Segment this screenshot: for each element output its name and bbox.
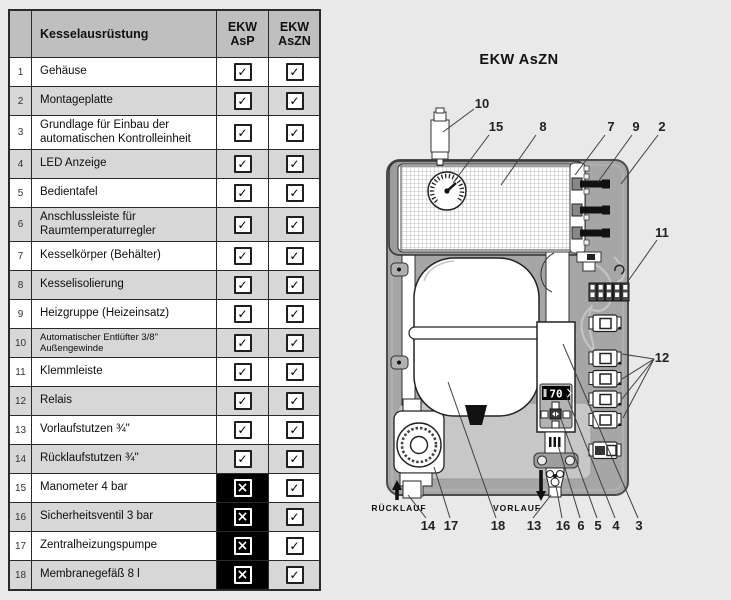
checkbox-icon: ✓	[286, 566, 304, 584]
checkbox-icon: ✓	[286, 276, 304, 294]
asp-checkbox-cell	[217, 329, 269, 357]
checkbox-icon: ✓	[234, 334, 252, 352]
table-body	[10, 58, 319, 589]
row-number: 15	[10, 474, 32, 502]
checkbox-icon: ✓	[234, 247, 252, 265]
table-row	[10, 416, 319, 445]
row-label: Gehäuse	[32, 58, 217, 86]
checkbox-icon: ✓	[234, 92, 252, 110]
checkbox-icon: ✓	[234, 450, 252, 468]
row-number: 18	[10, 561, 32, 589]
row-number: 4	[10, 150, 32, 178]
checkbox-icon: ✓	[286, 184, 304, 202]
checkbox-icon: ✓	[286, 305, 304, 323]
vorlauf-label: VORLAUF	[492, 503, 542, 513]
checkbox-icon: ✓	[286, 363, 304, 381]
row-number: 6	[10, 208, 32, 241]
table-row	[10, 503, 319, 532]
row-number: 17	[10, 532, 32, 560]
checkbox-icon: ✓	[234, 184, 252, 202]
aszn-checkbox-cell	[269, 271, 320, 299]
checkbox-icon: ✓	[286, 155, 304, 173]
checkbox-icon: ✓	[234, 392, 252, 410]
checkbox-icon: ✓	[286, 247, 304, 265]
asp-checkbox-cell	[217, 242, 269, 270]
manometer-gauge	[428, 172, 466, 210]
table-row	[10, 87, 319, 116]
callout-8: 8	[539, 119, 547, 134]
aszn-checkbox-cell	[269, 358, 320, 386]
aszn-checkbox-cell	[269, 116, 320, 149]
checkbox-icon: ✓	[234, 216, 252, 234]
row-label: Anschlussleiste für Raumtemperaturregler	[32, 208, 217, 241]
table-row	[10, 329, 319, 358]
callout-13: 13	[526, 518, 542, 533]
boiler-body	[389, 161, 585, 255]
asp-checkbox-cell	[217, 445, 269, 473]
aszn-checkbox-cell	[269, 179, 320, 207]
checkbox-icon: ×	[234, 566, 252, 584]
asp-checkbox-cell	[217, 179, 269, 207]
callout-10: 10	[474, 96, 490, 111]
table-row	[10, 358, 319, 387]
row-number: 8	[10, 271, 32, 299]
callout-2: 2	[658, 119, 666, 134]
aszn-checkbox-cell	[269, 416, 320, 444]
header-equipment: Kesselausrüstung	[32, 11, 217, 57]
checkbox-icon: ✓	[286, 216, 304, 234]
callout-14: 14	[420, 518, 436, 533]
asp-checkbox-cell	[217, 532, 269, 560]
row-number: 3	[10, 116, 32, 149]
checkbox-icon: ✓	[234, 155, 252, 173]
row-label: Zentralheizungspumpe	[32, 532, 217, 560]
table-row	[10, 532, 319, 561]
table-row	[10, 474, 319, 503]
callout-3: 3	[635, 518, 643, 533]
aszn-checkbox-cell	[269, 300, 320, 328]
asp-checkbox-cell	[217, 58, 269, 86]
ruecklauf-label: RÜCKLAUF	[371, 503, 427, 513]
asp-checkbox-cell	[217, 503, 269, 531]
aszn-checkbox-cell	[269, 242, 320, 270]
aszn-checkbox-cell	[269, 87, 320, 115]
header-number-col	[10, 11, 32, 57]
header-ekw-asp: EKW AsP	[217, 11, 269, 57]
row-label: Sicherheitsventil 3 bar	[32, 503, 217, 531]
aszn-checkbox-cell	[269, 150, 320, 178]
checkbox-icon: ✓	[286, 63, 304, 81]
asp-checkbox-cell	[217, 387, 269, 415]
callout-9: 9	[632, 119, 640, 134]
checkbox-icon: ✓	[286, 508, 304, 526]
table-row	[10, 242, 319, 271]
callout-5: 5	[594, 518, 602, 533]
asp-checkbox-cell	[217, 150, 269, 178]
header-ekw-aszn: EKW AsZN	[278, 20, 311, 48]
aszn-checkbox-cell	[269, 387, 320, 415]
table-row	[10, 387, 319, 416]
callout-16: 16	[555, 518, 571, 533]
boiler-diagram	[371, 95, 731, 540]
diagram-title: EKW AsZN	[479, 52, 559, 68]
checkbox-icon: ✓	[286, 537, 304, 555]
row-number: 10	[10, 329, 32, 357]
table-row	[10, 179, 319, 208]
asp-checkbox-cell	[217, 358, 269, 386]
row-number: 1	[10, 58, 32, 86]
display-value: 70	[549, 387, 563, 401]
row-label: Kesselkörper (Behälter)	[32, 242, 217, 270]
row-number: 12	[10, 387, 32, 415]
row-number: 2	[10, 87, 32, 115]
callout-11: 11	[655, 225, 669, 240]
asp-checkbox-cell	[217, 300, 269, 328]
checkbox-icon: ✓	[286, 392, 304, 410]
row-label: Manometer 4 bar	[32, 474, 217, 502]
asp-checkbox-cell	[217, 87, 269, 115]
checkbox-icon: ✓	[286, 479, 304, 497]
row-number: 7	[10, 242, 32, 270]
table-row	[10, 561, 319, 589]
checkbox-icon: ×	[234, 508, 252, 526]
row-number: 13	[10, 416, 32, 444]
asp-checkbox-cell	[217, 271, 269, 299]
row-label: Membranegefäß 8 l	[32, 561, 217, 589]
control-unit	[537, 322, 575, 432]
expansion-vessel	[409, 258, 544, 425]
aszn-checkbox-cell	[269, 503, 320, 531]
checkbox-icon: ✓	[286, 450, 304, 468]
row-label: Klemmleiste	[32, 358, 217, 386]
return-stub	[403, 481, 421, 498]
callout-18: 18	[490, 518, 506, 533]
checkbox-icon: ✓	[286, 124, 304, 142]
callout-7: 7	[607, 119, 615, 134]
checkbox-icon: ✓	[234, 276, 252, 294]
air-vent-valve	[431, 108, 449, 165]
row-label: Automatischer Entlüfter 3/8" Außengewinde	[32, 329, 217, 357]
row-number: 9	[10, 300, 32, 328]
row-number: 16	[10, 503, 32, 531]
checkbox-icon: ×	[234, 479, 252, 497]
asp-checkbox-cell	[217, 208, 269, 241]
row-number: 5	[10, 179, 32, 207]
row-label: Rücklaufstutzen ¾"	[32, 445, 217, 473]
callout-17: 17	[443, 518, 459, 533]
aszn-checkbox-cell	[269, 208, 320, 241]
checkbox-icon: ✓	[234, 124, 252, 142]
aszn-checkbox-cell	[269, 532, 320, 560]
table-row	[10, 116, 319, 150]
aszn-checkbox-cell	[269, 329, 320, 357]
equipment-table	[8, 9, 321, 591]
checkbox-icon: ✓	[234, 63, 252, 81]
asp-checkbox-cell	[217, 474, 269, 502]
row-label: LED Anzeige	[32, 150, 217, 178]
checkbox-icon: ×	[234, 537, 252, 555]
table-header-row	[10, 11, 319, 58]
row-number: 14	[10, 445, 32, 473]
aszn-checkbox-cell	[269, 445, 320, 473]
aszn-checkbox-cell	[269, 474, 320, 502]
callout-15: 15	[488, 119, 504, 134]
aszn-checkbox-cell	[269, 58, 320, 86]
checkbox-icon: ✓	[234, 363, 252, 381]
row-label: Grundlage für Einbau der automatischen Kontrolleinheit	[32, 116, 217, 149]
callout-4: 4	[612, 518, 620, 533]
checkbox-icon: ✓	[286, 421, 304, 439]
callout-12: 12	[654, 350, 670, 365]
checkbox-icon: ✓	[234, 305, 252, 323]
asp-checkbox-cell	[217, 561, 269, 589]
row-label: Kesselisolierung	[32, 271, 217, 299]
checkbox-icon: ✓	[286, 334, 304, 352]
callout-6: 6	[577, 518, 585, 533]
row-label: Relais	[32, 387, 217, 415]
asp-checkbox-cell	[217, 416, 269, 444]
row-label: Vorlaufstutzen ¾"	[32, 416, 217, 444]
table-row	[10, 208, 319, 242]
aszn-checkbox-cell	[269, 561, 320, 589]
table-row	[10, 445, 319, 474]
checkbox-icon: ✓	[286, 92, 304, 110]
table-row	[10, 300, 319, 329]
table-row	[10, 271, 319, 300]
row-label: Heizgruppe (Heizeinsatz)	[32, 300, 217, 328]
row-label: Bedientafel	[32, 179, 217, 207]
row-label: Montageplatte	[32, 87, 217, 115]
table-row	[10, 58, 319, 87]
row-number: 11	[10, 358, 32, 386]
asp-checkbox-cell	[217, 116, 269, 149]
checkbox-icon: ✓	[234, 421, 252, 439]
table-row	[10, 150, 319, 179]
